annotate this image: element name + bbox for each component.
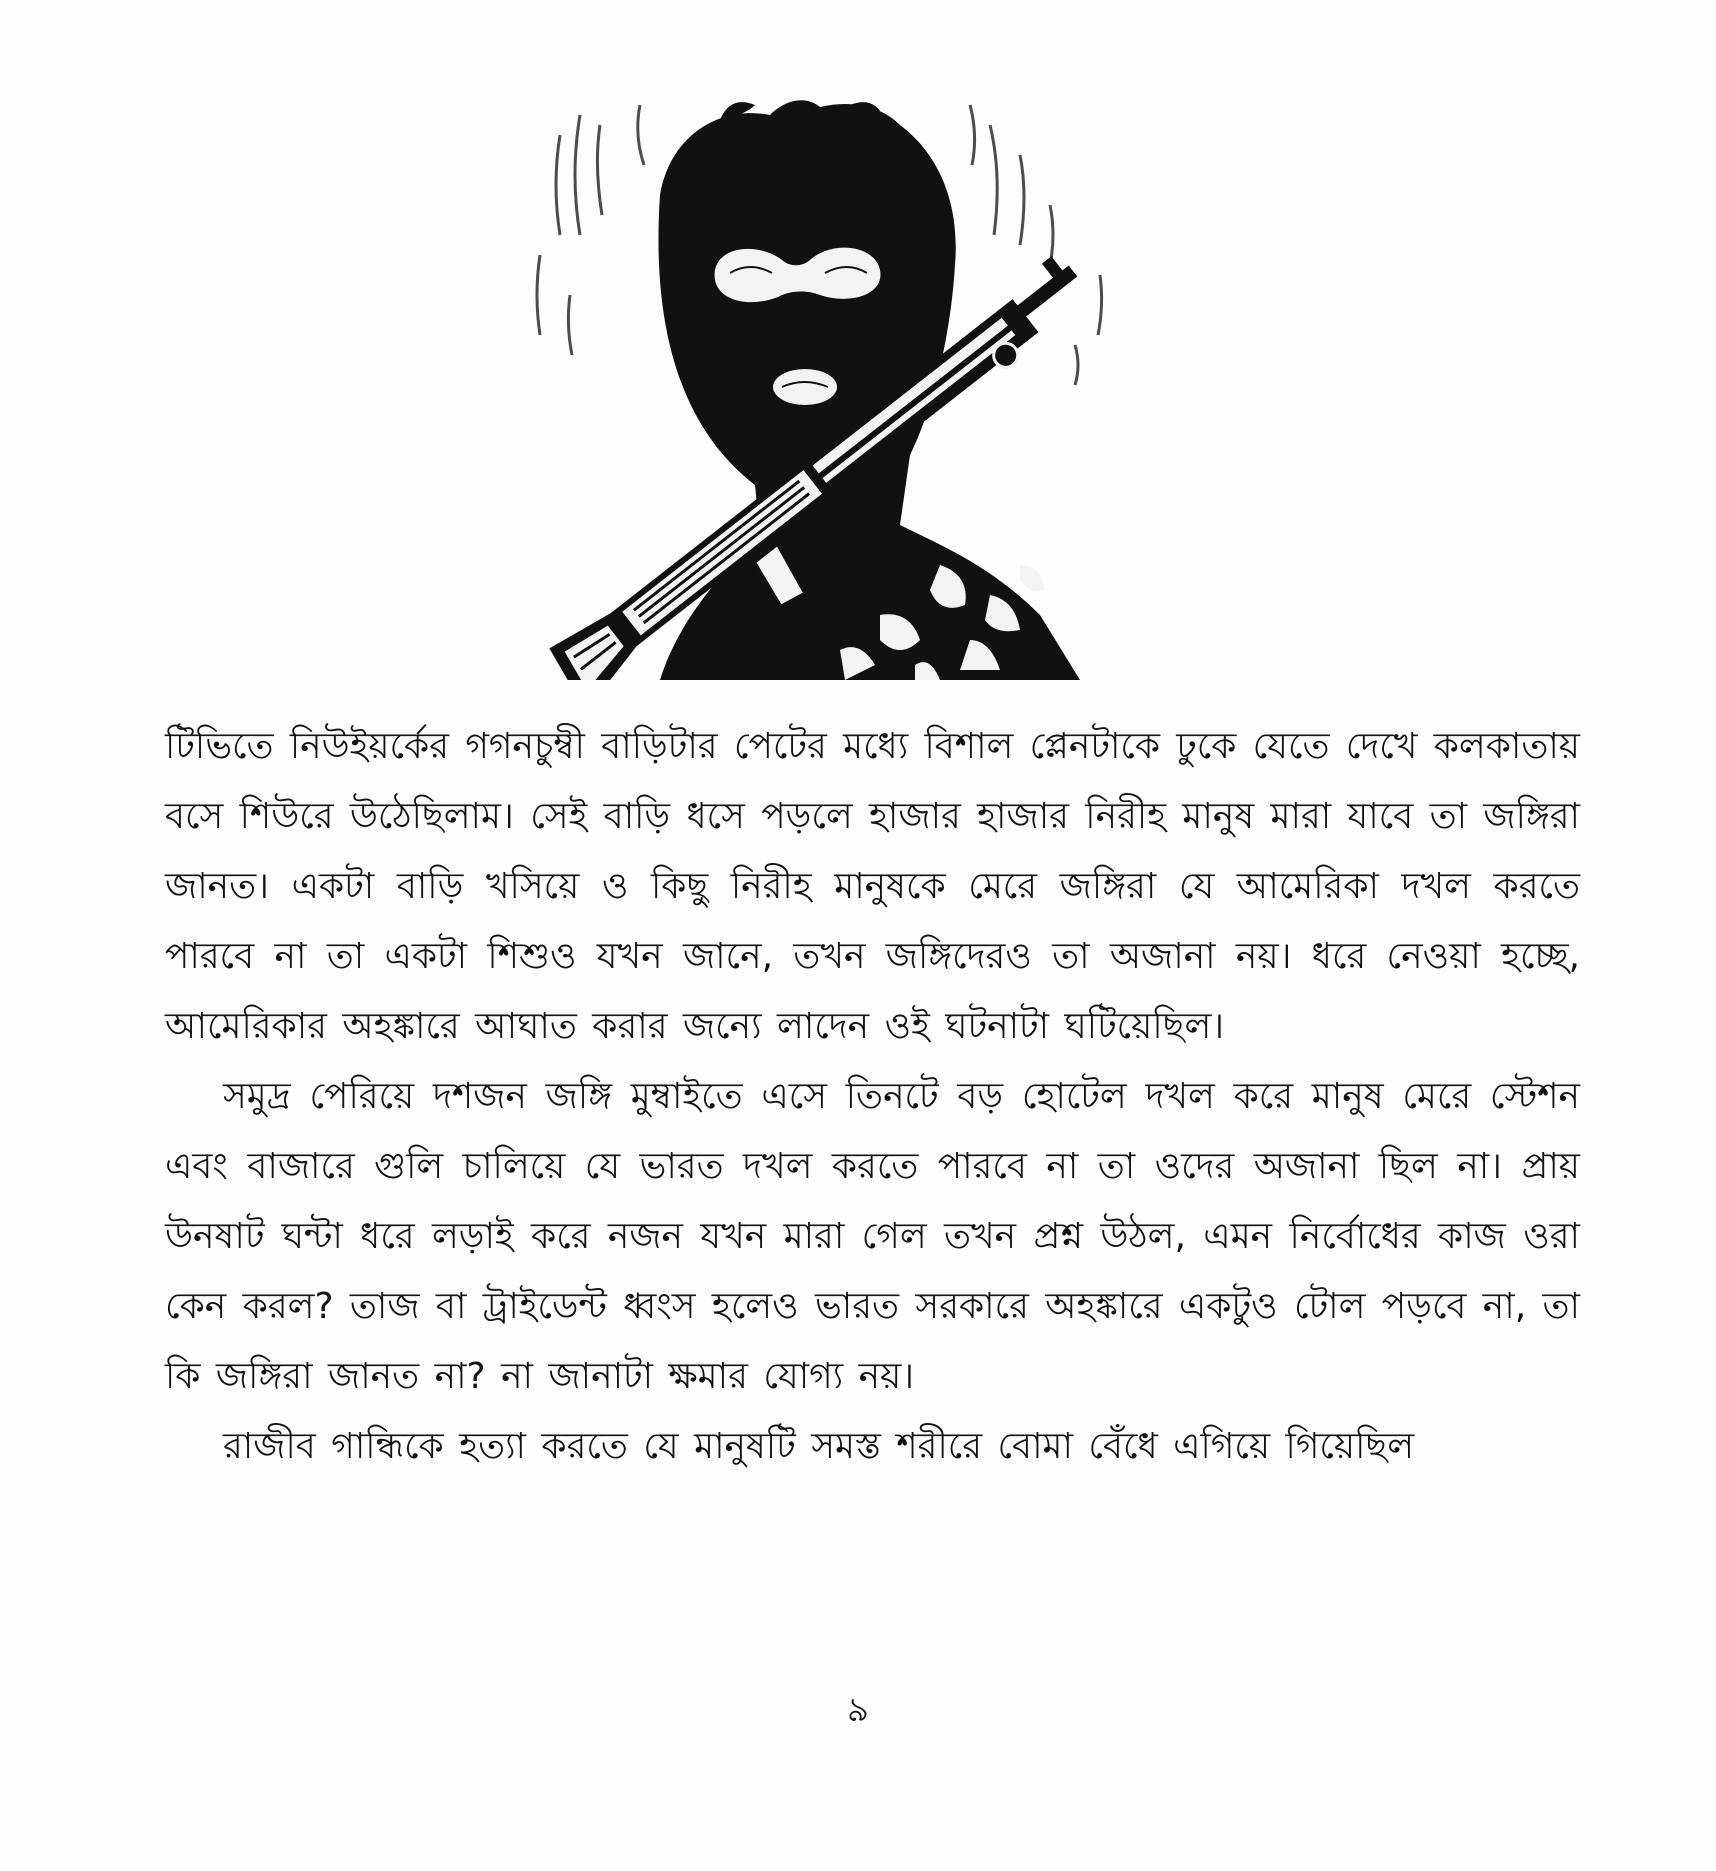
paragraph-3: রাজীব গান্ধিকে হত্যা করতে যে মানুষটি সমস্ত শরীরে বোমা বেঁধে এগিয়ে গিয়েছিল [223, 1426, 1415, 1467]
paragraph-1: টিভিতে নিউইয়র্কের গগনচুম্বী বাড়িটার পেটের মধ্যে বিশাল প্লেনটাকে ঢুকে যেতে দেখে কলকাতায় বসে শিউরে উঠেছিলাম। সেই বাড়ি ধসে পড়লে হাজার হাজার নিরীহ মানুষ মারা যাবে তা জঙ্গিরা জানত। একটা বাড়ি খসিয়ে ও কিছু নিরীহ মানুষকে মেরে জঙ্গিরা যে আমেরিকা দখল করতে পারবে না তা একটা শিশুও যখন জানে, তখন জঙ্গিদেরও তা অজানা নয়। ধরে নেওয়া হচ্ছে, আমেরিকার অহঙ্কারে আঘাত করার জন্যে লাদেন ওই ঘটনাটা ঘটিয়েছিল। [165, 726, 1580, 1047]
masked-gunman-woodcut-icon [520, 95, 1150, 680]
page-number: ৯ [846, 1690, 870, 1730]
body-text [165, 712, 1580, 1482]
paragraph-2: সমুদ্র পেরিয়ে দশজন জঙ্গি মুম্বাইতে এসে তিনটে বড় হোটেল দখল করে মানুষ মেরে স্টেশন এবং বাজারে গুলি চালিয়ে যে ভারত দখল করতে পারবে না তা ওদের অজানা ছিল না। প্রায় উনষাট ঘন্টা ধরে লড়াই করে নজন যখন মারা গেল তখন প্রশ্ন উঠল, এমন নির্বোধের কাজ ওরা কেন করল? তাজ বা ট্রাইডেন্ট ধ্বংস হলেও ভারত সরকারে অহঙ্কারে একটুও টোল পড়বে না, তা কি জঙ্গিরা জানত না? না জানাটা ক্ষমার যোগ্য নয়। [165, 1076, 1580, 1397]
masked-gunman-illustration [520, 95, 1150, 680]
